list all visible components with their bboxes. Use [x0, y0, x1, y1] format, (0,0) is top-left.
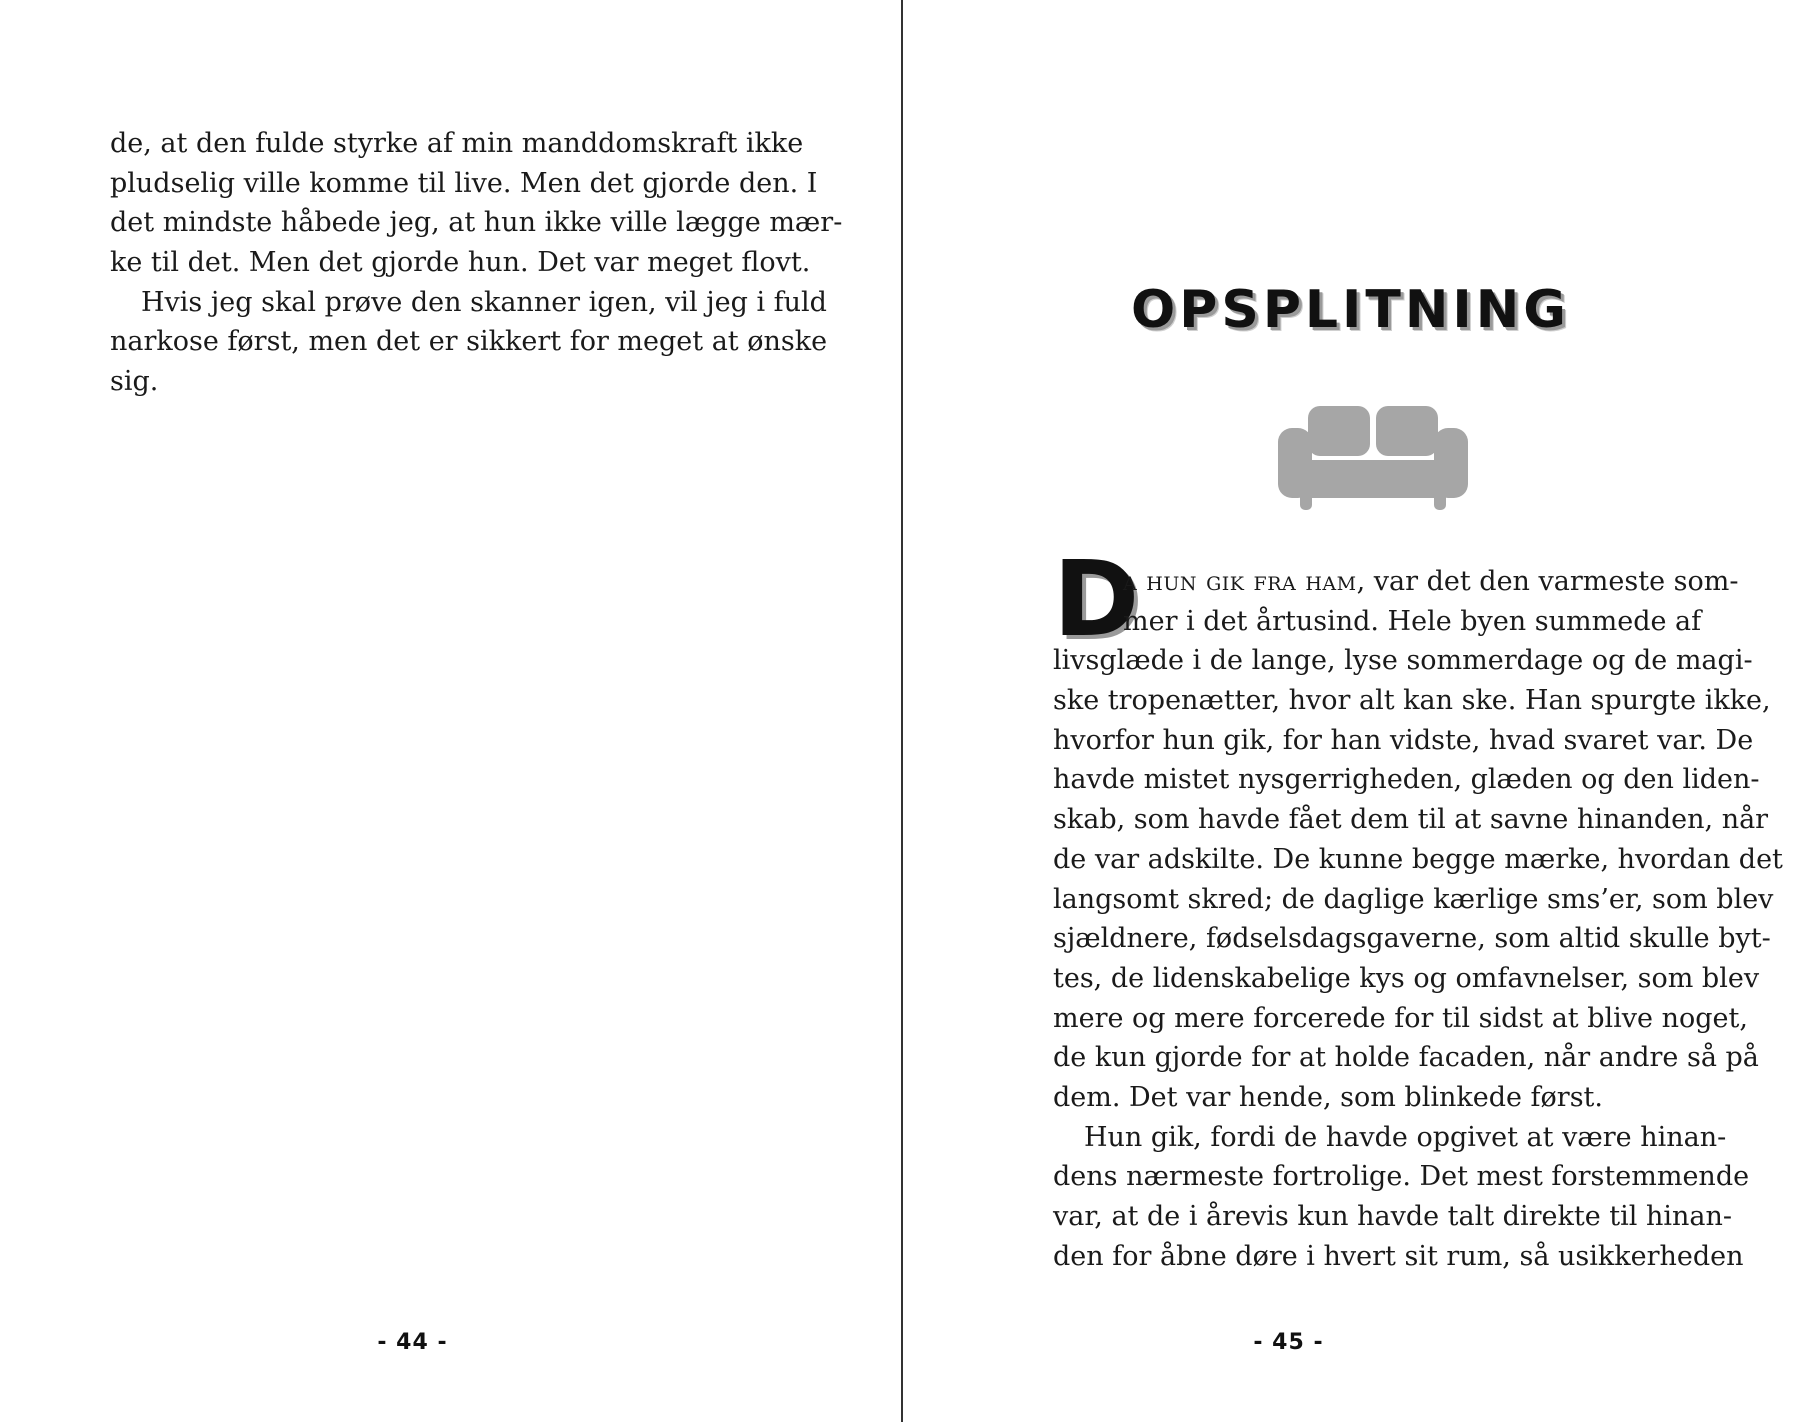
- text-line: narkose først, men det er sikkert for meget at ønske: [110, 326, 828, 358]
- text-line: mer i det årtusind. Hele byen summede af: [1123, 605, 1702, 637]
- left-paragraph-2: [110, 283, 828, 402]
- chapter-title: OPSPLITNING: [1131, 280, 1570, 340]
- opening-line: [1053, 562, 1739, 602]
- text-line: mere og mere forcerede for til sidst at blive noget,: [1053, 1002, 1748, 1034]
- right-body-text: [1053, 562, 1783, 1276]
- text-line: ke til det. Men det gjorde hun. Det var meget flovt.: [110, 247, 811, 279]
- text-line: de var adskilte. De kunne begge mærke, hvordan det: [1053, 843, 1783, 875]
- left-body-text: [110, 124, 843, 402]
- text-line: sjældnere, fødselsdagsgaverne, som altid skulle byt-: [1053, 923, 1771, 955]
- text-line: skab, som havde fået dem til at savne hinanden, når: [1053, 804, 1769, 836]
- text-line: tes, de lidenskabelige kys og omfavnelser, som blev: [1053, 962, 1760, 994]
- text-line: livsglæde i de lange, lyse sommerdage og de magi-: [1053, 645, 1753, 677]
- sofa-icon: [1278, 402, 1468, 512]
- left-paragraph-1: [110, 124, 843, 283]
- text-line: den for åbne døre i hvert sit rum, så usikkerheden: [1053, 1240, 1744, 1272]
- text-line: sig.: [110, 366, 159, 398]
- small-caps-opening: a hun gik fra ham: [1123, 566, 1357, 597]
- drop-cap: D: [1053, 538, 1140, 660]
- right-paragraph-1: [1053, 562, 1783, 1118]
- text-line: ske tropenætter, hvor alt kan ske. Han spurgte ikke,: [1053, 685, 1771, 717]
- text-line: de, at den fulde styrke af min manddomskraft ikke: [110, 128, 804, 159]
- text-line: hvorfor hun gik, for han vidste, hvad svaret var. De: [1053, 724, 1754, 756]
- page-number-right: - 45 -: [1253, 1330, 1324, 1355]
- right-page: [903, 0, 1798, 1422]
- page-number-left: - 44 -: [377, 1330, 448, 1355]
- text-line: pludselig ville komme til live. Men det gjorde den. I: [110, 167, 818, 199]
- text-line: dens nærmeste fortrolige. Det mest forstemmende: [1053, 1161, 1750, 1193]
- text-line: det mindste håbede jeg, at hun ikke ville lægge mær-: [110, 207, 843, 239]
- text-line: Hun gik, fordi de havde opgivet at være hinan-: [1084, 1121, 1727, 1153]
- text-line: havde mistet nysgerrigheden, glæden og den liden-: [1053, 764, 1760, 796]
- right-paragraph-2: [1053, 1118, 1750, 1277]
- text-line: langsomt skred; de daglige kærlige sms’er, som blev: [1053, 883, 1774, 915]
- opening-line-rest: , var det den varmeste som-: [1356, 566, 1739, 597]
- text-line: dem. Det var hende, som blinkede først.: [1053, 1081, 1603, 1113]
- text-line: de kun gjorde for at holde facaden, når andre så på: [1053, 1042, 1759, 1074]
- text-line: var, at de i årevis kun havde talt direkte til hinan-: [1053, 1201, 1732, 1232]
- text-line: Hvis jeg skal prøve den skanner igen, vil jeg i fuld: [141, 286, 827, 318]
